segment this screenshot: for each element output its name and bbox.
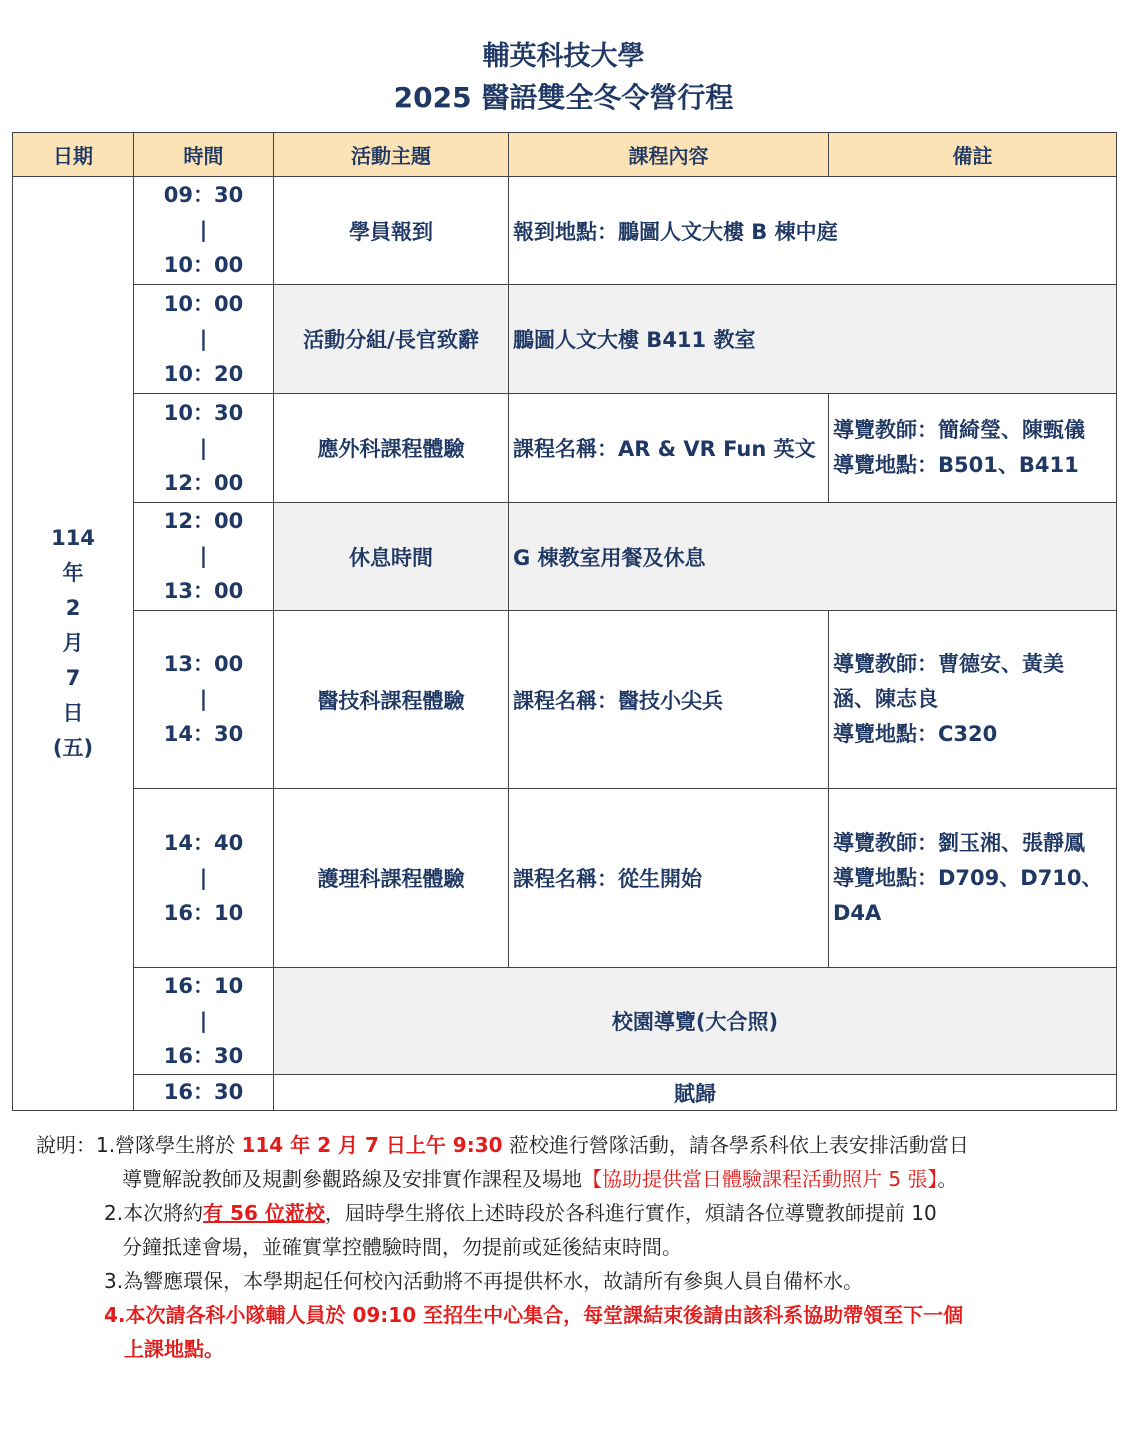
topic-cell: 賦歸	[274, 1075, 1117, 1111]
topic-cell: 活動分組/長官致辭	[274, 285, 509, 394]
footnote-4: 4.本次請各科小隊輔人員於 09:10 至招生中心集合，每堂課結束後請由該科系協助帶領至下一個	[104, 1303, 964, 1327]
footnote-1: 說明：1.營隊學生將於 114 年 2 月 7 日上午 9:30 蒞校進行營隊活動，請各學系科依上表安排活動當日	[36, 1133, 969, 1157]
footnote-1-cont: 導覽解說教師及規劃參觀路線及安排實作課程及場地【協助提供當日體驗課程活動照片 5 張】。	[122, 1167, 958, 1191]
footnote-3: 3.為響應環保，本學期起任何校內活動將不再提供杯水，故請所有參與人員自備杯水。	[104, 1269, 864, 1293]
note-cell: 導覽教師：曹德安、黃美 涵、陳志良 導覽地點：C320	[829, 611, 1117, 789]
content-cell: 鵬圖人文大樓 B411 教室	[509, 285, 1117, 394]
header-row	[13, 133, 1117, 177]
table-row	[13, 177, 1117, 285]
time-cell: 10：00 | 10：20	[134, 285, 274, 394]
note-cell: 導覽教師：劉玉湘、張靜鳳 導覽地點：D709、D710、 D4A	[829, 789, 1117, 968]
table-row	[13, 394, 1117, 503]
col-header-time: 時間	[134, 133, 274, 177]
table-row	[13, 1075, 1117, 1111]
topic-cell: 應外科課程體驗	[274, 394, 509, 503]
content-cell: G 棟教室用餐及休息	[509, 503, 1117, 611]
time-cell: 13：00 | 14：30	[134, 611, 274, 789]
time-cell: 10：30 | 12：00	[134, 394, 274, 503]
col-header-content: 課程內容	[509, 133, 829, 177]
content-cell: 課程名稱：醫技小尖兵	[509, 611, 829, 789]
note-cell: 導覽教師：簡綺瑩、陳甄儀 導覽地點：B501、B411	[829, 394, 1117, 503]
topic-cell: 休息時間	[274, 503, 509, 611]
footnote-4-cont: 上課地點。	[124, 1337, 224, 1361]
date-cell: 114 年 2 月 7 日 (五)	[13, 177, 134, 1111]
table-row	[13, 503, 1117, 611]
table-row	[13, 285, 1117, 394]
footnote-2-cont: 分鐘抵達會場，並確實掌控體驗時間，勿提前或延後結束時間。	[122, 1235, 682, 1259]
content-cell: 報到地點：鵬圖人文大樓 B 棟中庭	[509, 177, 1117, 285]
time-cell: 14：40 | 16：10	[134, 789, 274, 968]
table-row	[13, 611, 1117, 789]
time-cell: 09：30 | 10：00	[134, 177, 274, 285]
table-row	[13, 789, 1117, 968]
col-header-notes: 備註	[829, 133, 1117, 177]
school-name: 輔英科技大學	[482, 41, 645, 72]
col-header-topic: 活動主題	[274, 133, 509, 177]
content-cell: 課程名稱：從生開始	[509, 789, 829, 968]
topic-cell: 學員報到	[274, 177, 509, 285]
time-cell: 16：10 | 16：30	[134, 968, 274, 1075]
topic-cell: 護理科課程體驗	[274, 789, 509, 968]
time-cell: 16：30	[134, 1075, 274, 1111]
time-cell: 12：00 | 13：00	[134, 503, 274, 611]
col-header-date: 日期	[13, 133, 134, 177]
topic-cell: 醫技科課程體驗	[274, 611, 509, 789]
footnotes	[36, 1128, 1106, 1366]
footnote-2: 2.本次將約有 56 位蒞校，屆時學生將依上述時段於各科進行實作，煩請各位導覽教師提前 10	[104, 1201, 937, 1225]
event-title: 2025 醫語雙全冬令營行程	[393, 81, 734, 114]
content-cell: 課程名稱：AR & VR Fun 英文	[509, 394, 829, 503]
topic-cell: 校園導覽(大合照)	[274, 968, 1117, 1075]
table-row	[13, 968, 1117, 1075]
schedule-table	[12, 132, 1117, 1111]
